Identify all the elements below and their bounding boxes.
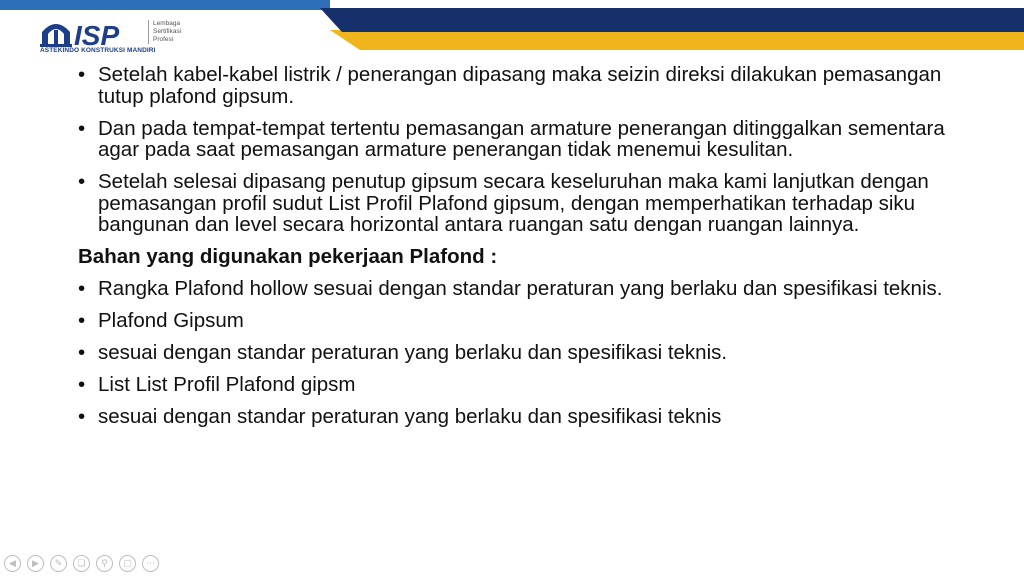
more-icon[interactable]: ⋯ — [142, 555, 159, 572]
logo — [40, 18, 200, 58]
section-heading: Bahan yang digunakan pekerjaan Plafond : — [78, 245, 498, 268]
prev-icon[interactable]: ◀ — [4, 555, 21, 572]
bullet-list-top — [78, 64, 958, 236]
bullet-item: • Setelah selesai dipasang penutup gipsum secara keseluruhan maka kami lanjutkan dengan pemasangan profil sudut List Profil Plafond gipsum, dengan memperhatikan terhadap siku bangunan dan level secara horizontal antara ruangan satu dengan ruangan lainnya. — [78, 171, 958, 236]
logo-tagline-line: Sertifikasi — [153, 28, 182, 35]
logo-subtitle: ASTEKINDO KONSTRUKSI MANDIRI — [40, 47, 156, 54]
logo-tagline — [148, 20, 213, 44]
slide-icon[interactable]: ▢ — [119, 555, 136, 572]
slide-navbar — [4, 555, 159, 573]
next-icon[interactable]: ▶ — [27, 555, 44, 572]
pen-icon[interactable]: ✎ — [50, 555, 67, 572]
slide-content — [78, 64, 958, 438]
header-band-blue — [0, 0, 330, 10]
copy-icon[interactable]: ❏ — [73, 555, 90, 572]
header-band-navy — [320, 8, 1024, 32]
logo-mark-icon — [40, 18, 140, 48]
logo-text: ISP — [74, 20, 120, 48]
bullet-item: • sesuai dengan standar peraturan yang berlaku dan spesifikasi teknis — [78, 406, 958, 428]
bullet-list-bottom — [78, 278, 958, 428]
zoom-icon[interactable]: ⚲ — [96, 555, 113, 572]
logo-tagline-line: Lembaga — [153, 20, 181, 27]
bullet-item: • sesuai dengan standar peraturan yang berlaku dan spesifikasi teknis. — [78, 342, 958, 364]
bullet-item: • Plafond Gipsum — [78, 310, 958, 332]
bullet-item: • Rangka Plafond hollow sesuai dengan standar peraturan yang berlaku dan spesifikasi teknis. — [78, 278, 958, 300]
header-band-gold — [330, 30, 1024, 50]
bullet-item: • Setelah kabel-kabel listrik / penerangan dipasang maka seizin direksi dilakukan pemasangan tutup plafond gipsum. — [78, 64, 958, 107]
bullet-item: • List List Profil Plafond gipsm — [78, 374, 958, 396]
logo-tagline-line: Profesi — [153, 36, 174, 43]
bullet-item: • Dan pada tempat-tempat tertentu pemasangan armature penerangan ditinggalkan sementara agar pada saat pemasangan armature penerangan tidak menemui kesulitan. — [78, 118, 958, 161]
